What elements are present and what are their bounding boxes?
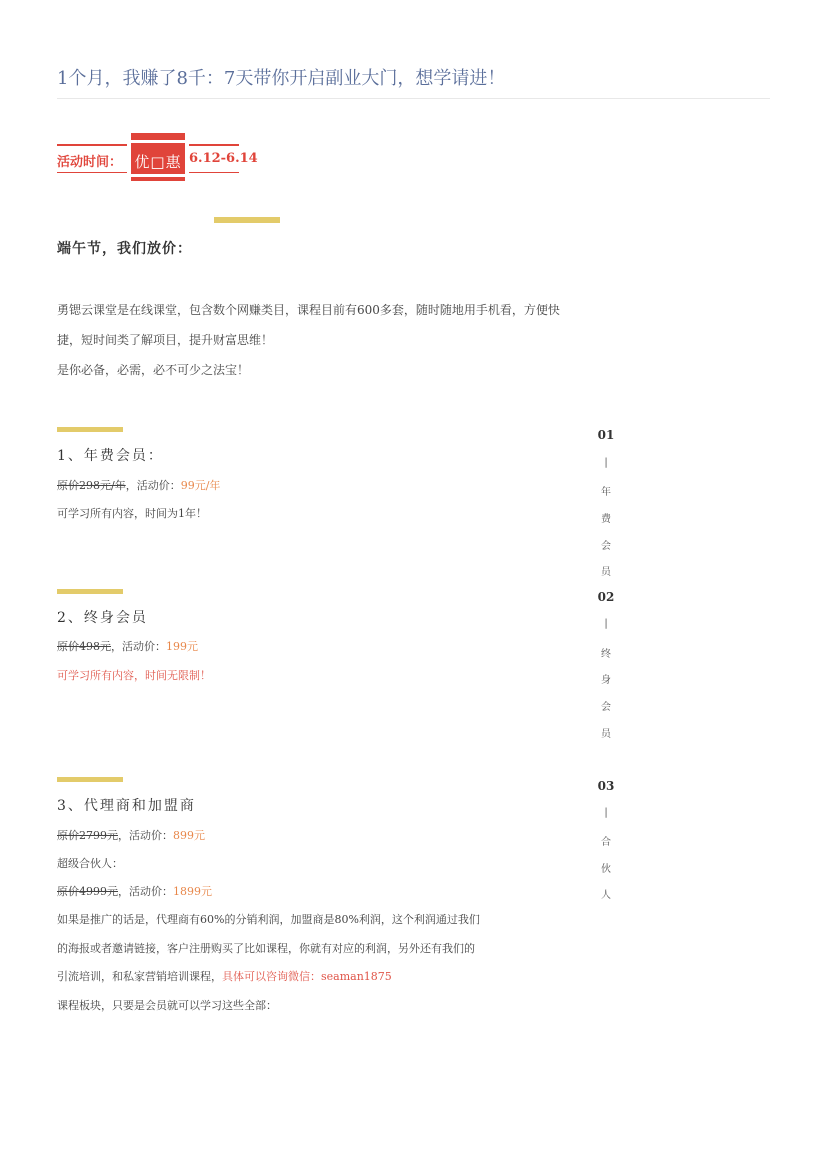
activity-label: 活动时间： <box>57 155 123 170</box>
side-index-03-char: 人 <box>601 890 611 901</box>
item3-original-price: 原价2799元 <box>57 829 118 842</box>
side-index-03-char: 合 <box>601 837 611 848</box>
item1-heading: 1、年费会员： <box>57 448 164 464</box>
badge-text: 优□惠 <box>134 153 182 171</box>
side-index-03-bar: | <box>604 807 608 818</box>
item3-price-line <box>57 827 205 843</box>
title-divider <box>57 98 770 99</box>
item3-paragraph-2: 的海报或者邀请链接，客户注册购买了比如课程，你就有对应的利润，另外还有我们的 <box>57 942 475 955</box>
item3-accent-bar <box>57 777 123 782</box>
item3-paragraph-1: 如果是推广的话是，代理商有60%的分销利润，加盟商是80%利润，这个利润通过我们 <box>57 913 480 926</box>
item2-accent-bar <box>57 589 123 594</box>
side-index-02-bar: | <box>604 618 608 629</box>
item1-accent-bar <box>57 427 123 432</box>
side-index-02-char: 会 <box>601 702 611 713</box>
item3-price-sep: ，活动价： <box>118 829 173 842</box>
item2-original-price: 原价498元 <box>57 640 111 653</box>
item2-sale-price: 199元 <box>166 640 198 653</box>
item3-heading: 3、代理商和加盟商 <box>57 798 196 814</box>
item3-price-line-2 <box>57 883 212 899</box>
side-index-01-bar: | <box>604 457 608 468</box>
badge-stripe-bottom <box>131 174 185 177</box>
item3-original-price-2: 原价4999元 <box>57 885 118 898</box>
intro-line-2: 捷，短时间类了解项目，提升财富思维！ <box>57 333 274 347</box>
activity-line-top-left <box>57 144 127 146</box>
item3-subheading: 超级合伙人： <box>57 857 123 870</box>
item1-original-price: 原价298元/年 <box>57 479 126 492</box>
item2-price-sep: ，活动价： <box>111 640 166 653</box>
side-index-02-char: 员 <box>601 729 611 740</box>
badge-stripe-top <box>131 140 185 143</box>
side-index-02-char: 身 <box>601 675 611 686</box>
item3-paragraph-3-text: 引流培训，和私家营销培训课程， <box>57 970 222 983</box>
side-index-01-char: 员 <box>601 567 611 578</box>
item3-sale-price-2: 1899元 <box>173 885 212 898</box>
item3-price-sep-2: ，活动价： <box>118 885 173 898</box>
side-index-01-char: 年 <box>601 487 611 498</box>
side-index-03-char: 伙 <box>601 864 611 875</box>
side-index-03-number: 03 <box>597 779 615 793</box>
intro-line-1: 勇锶云课堂是在线课堂，包含数个网赚类目，课程目前有600多套，随时随地用手机看，方便快 <box>57 303 560 317</box>
item1-price-line <box>57 477 220 493</box>
side-index-02-char: 终 <box>601 649 611 660</box>
side-index-02-number: 02 <box>597 590 615 604</box>
item1-description: 可学习所有内容，时间为1年！ <box>57 507 207 520</box>
activity-line-top-right <box>189 144 239 146</box>
intro-line-3: 是你必备，必需，必不可少之法宝！ <box>57 363 250 377</box>
activity-line-bottom-right <box>189 172 239 173</box>
side-index-01-char: 费 <box>601 514 611 525</box>
side-index-01-char: 会 <box>601 541 611 552</box>
item2-heading: 2、终身会员 <box>57 610 148 626</box>
item3-paragraph-3 <box>57 968 392 984</box>
side-index-01-number: 01 <box>597 428 615 442</box>
item3-paragraph-4: 课程板块，只要是会员就可以学习这些全部： <box>57 999 277 1012</box>
contact-wechat: 具体可以咨询微信：seaman1875 <box>222 970 392 983</box>
page-title: 1个月，我赚了8千：7天带你开启副业大门，想学请进！ <box>57 68 506 89</box>
item1-price-sep: ，活动价： <box>125 479 181 492</box>
item2-price-line <box>57 638 198 654</box>
activity-date: 6.12-6.14 <box>189 151 258 166</box>
item3-sale-price: 899元 <box>173 829 205 842</box>
intro-accent-bar <box>214 217 280 223</box>
intro-heading: 端午节，我们放价： <box>57 241 192 257</box>
activity-line-bottom-left <box>57 172 127 173</box>
item2-description: 可学习所有内容，时间无限制！ <box>57 669 211 682</box>
item1-sale-price: 99元/年 <box>180 479 221 492</box>
